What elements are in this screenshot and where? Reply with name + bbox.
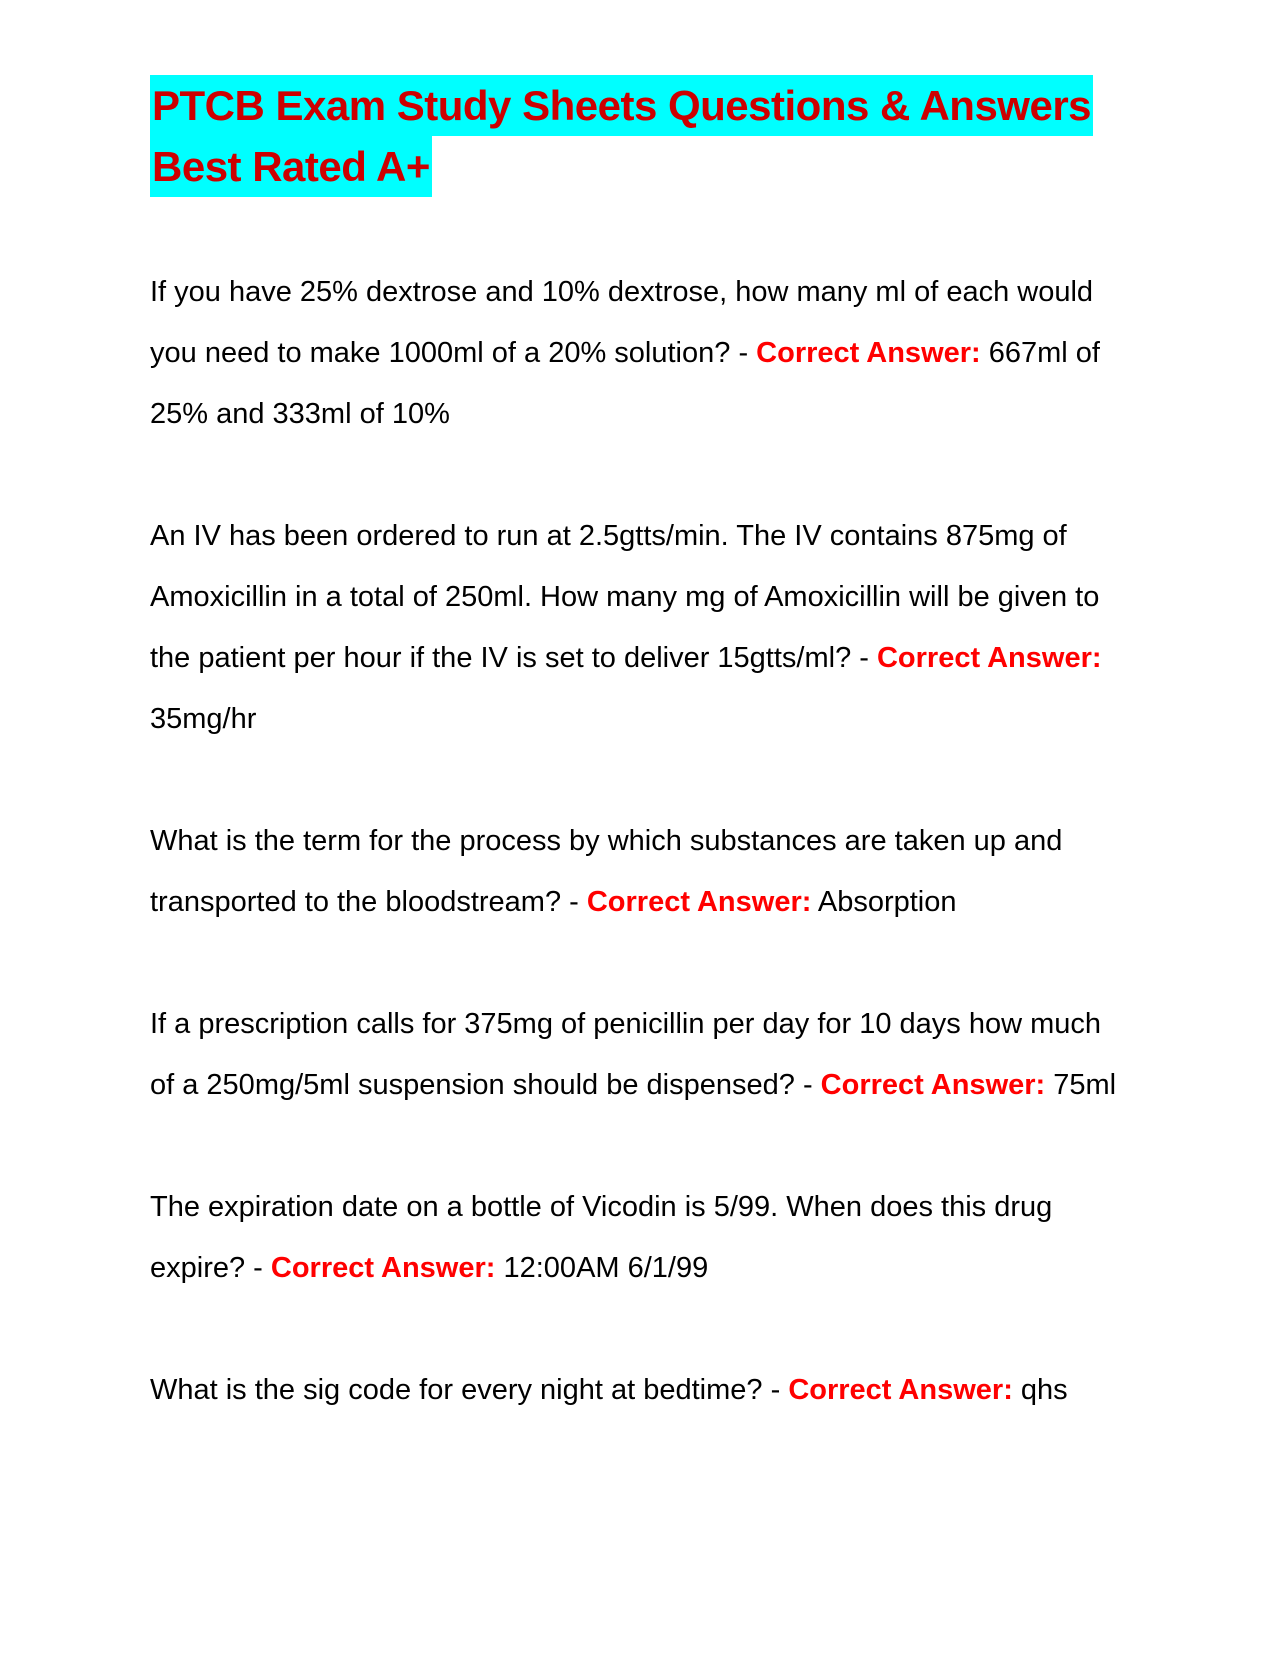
answer-text: 12:00AM 6/1/99 [495, 1252, 709, 1284]
answer-label: Correct Answer: [820, 1069, 1046, 1101]
answer-label: Correct Answer: [876, 642, 1102, 674]
question-text: If a prescription calls for 375mg of penicillin per day for 10 days how much of a 250mg/5ml suspension should be dispensed? - [150, 1008, 1102, 1101]
answer-text: 75ml [1045, 1069, 1117, 1101]
answer-text: 35mg/hr [150, 703, 257, 735]
answer-label: Correct Answer: [586, 886, 812, 918]
question-text: An IV has been ordered to run at 2.5gtts/min. The IV contains 875mg of Amoxicillin in a total of 250ml. How many mg of Amoxicillin will be given to the patient per hour if the IV is set to deliver 15gtts/ml? - [150, 520, 1100, 674]
qa-item-3 [150, 811, 1130, 933]
qa-item-2 [150, 506, 1130, 750]
answer-label: Correct Answer: [788, 1374, 1013, 1406]
title-line-1: PTCB Exam Study Sheets Questions & Answers [150, 75, 1093, 136]
qa-item-6 [150, 1360, 1130, 1421]
document-title [150, 75, 1150, 197]
answer-text: Absorption [811, 886, 957, 918]
answer-label: Correct Answer: [756, 337, 981, 369]
question-text: If you have 25% dextrose and 10% dextrose, how many ml of each would you need to make 1000ml of a 20% solution? - [150, 276, 1094, 369]
question-text: What is the sig code for every night at bedtime? - [150, 1374, 789, 1406]
question-text: The expiration date on a bottle of Vicodin is 5/99. When does this drug expire? - [150, 1191, 1053, 1284]
answer-text: qhs [1012, 1374, 1068, 1406]
qa-item-4 [150, 994, 1130, 1116]
title-line-2: Best Rated A+ [150, 136, 432, 197]
question-text: What is the term for the process by which substances are taken up and transported to the bloodstream? - [150, 825, 1063, 918]
qa-item-5 [150, 1177, 1130, 1299]
qa-item-1 [150, 262, 1130, 445]
qa-list [150, 262, 1130, 1482]
answer-text: 667ml of 25% and 333ml of 10% [150, 337, 1100, 430]
answer-label: Correct Answer: [270, 1252, 496, 1284]
